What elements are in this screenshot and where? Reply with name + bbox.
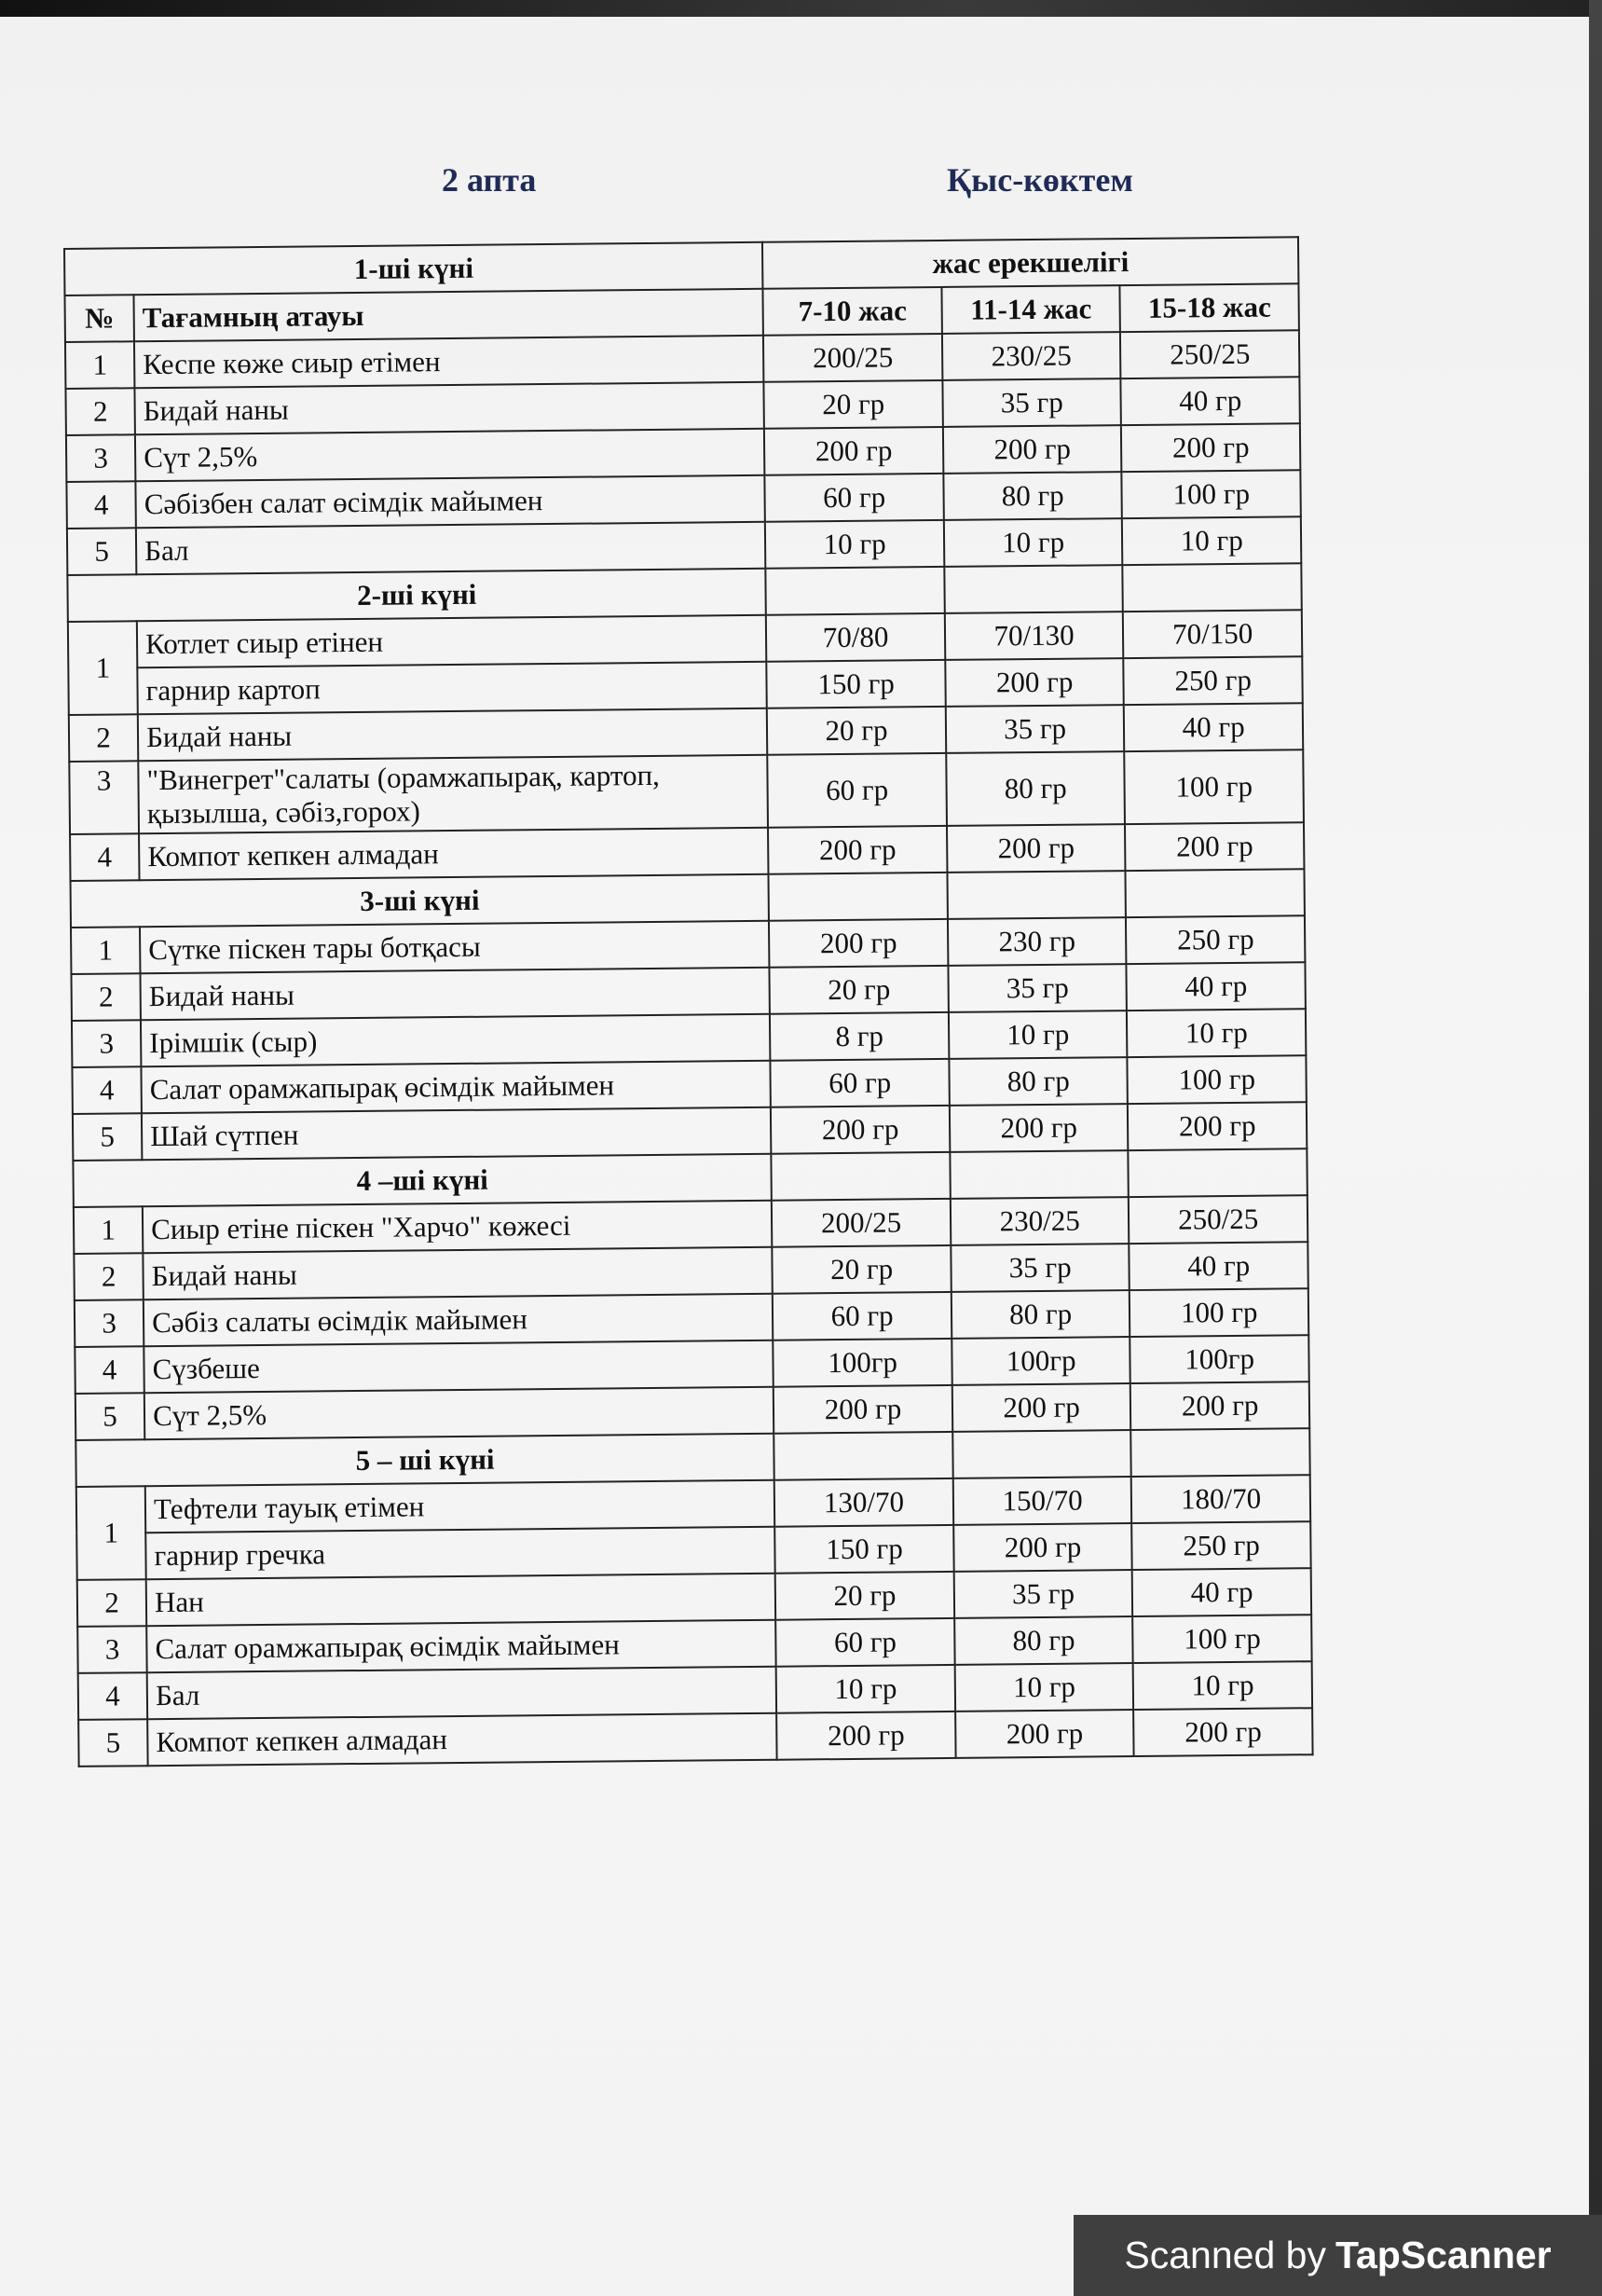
- dish-name: Бидай наны: [141, 968, 771, 1020]
- portion-value: 250 гр: [1132, 1521, 1311, 1570]
- empty-cell: [952, 1430, 1131, 1478]
- day-title: 5 – ші күні: [75, 1434, 774, 1487]
- portion-value: 10 гр: [1127, 1009, 1306, 1057]
- portion-value: 200 гр: [774, 1385, 952, 1434]
- portion-value: 150/70: [953, 1477, 1132, 1525]
- portion-value: 20 гр: [764, 380, 943, 429]
- empty-cell: [1129, 1148, 1308, 1197]
- portion-value: 35 гр: [946, 705, 1125, 753]
- dish-name: Кеспе көже сиыр етімен: [134, 336, 764, 388]
- portion-value: 200 гр: [943, 425, 1122, 474]
- portion-value: 10 гр: [944, 518, 1123, 567]
- row-number: 5: [78, 1719, 148, 1767]
- age-column-header: 7-10 жас: [763, 287, 942, 336]
- portion-value: 10 гр: [1122, 516, 1301, 565]
- dish-name: Сүт 2,5%: [135, 429, 765, 481]
- age-column-header: 15-18 жас: [1120, 283, 1299, 332]
- row-number: 5: [73, 1113, 143, 1161]
- day-title: 2-ші күні: [67, 569, 766, 622]
- dish-name: Бидай наны: [135, 382, 765, 434]
- portion-value: 200 гр: [776, 1712, 955, 1760]
- scanner-brand: TapScanner: [1335, 2234, 1552, 2276]
- portion-value: 250 гр: [1124, 656, 1303, 705]
- background-edge-right: [1589, 0, 1602, 2296]
- portion-value: 150 гр: [774, 1525, 953, 1574]
- menu-table: [63, 236, 1314, 1767]
- portion-value: 80 гр: [949, 1057, 1128, 1106]
- portion-value: 100 гр: [1128, 1055, 1307, 1104]
- portion-value: 35 гр: [954, 1570, 1133, 1618]
- portion-value: 10 гр: [1133, 1661, 1312, 1710]
- portion-value: 230/25: [951, 1197, 1130, 1245]
- portion-value: 20 гр: [775, 1572, 954, 1620]
- portion-value: 180/70: [1131, 1475, 1310, 1523]
- portion-value: 250/25: [1120, 330, 1299, 378]
- portion-value: 40 гр: [1132, 1568, 1311, 1616]
- dish-name: Бал: [136, 522, 766, 574]
- row-number: 1: [68, 621, 138, 715]
- portion-value: 20 гр: [773, 1245, 952, 1294]
- empty-cell: [769, 873, 948, 921]
- portion-value: 200 гр: [771, 1106, 950, 1154]
- age-column-header: 11-14 жас: [941, 285, 1120, 334]
- background-edge-top: [0, 0, 1602, 17]
- portion-value: 200/25: [772, 1199, 951, 1247]
- portion-value: 60 гр: [768, 753, 947, 828]
- portion-value: 230/25: [942, 332, 1121, 380]
- row-number: 2: [77, 1579, 147, 1627]
- dish-name: Шай сүтпен: [142, 1107, 772, 1160]
- portion-value: 200/25: [763, 334, 942, 382]
- empty-cell: [766, 567, 945, 615]
- table-row: [69, 749, 1304, 834]
- portion-value: 80 гр: [952, 1290, 1130, 1339]
- portion-value: 100 гр: [1130, 1288, 1308, 1337]
- portion-value: 200 гр: [768, 826, 947, 874]
- portion-value: 80 гр: [943, 472, 1122, 520]
- season-title: Қыс-көктем: [947, 161, 1133, 199]
- portion-value: 40 гр: [1130, 1242, 1308, 1290]
- row-number: 3: [75, 1299, 144, 1347]
- dish-name: Сүт 2,5%: [144, 1387, 774, 1439]
- empty-cell: [772, 1152, 951, 1201]
- empty-cell: [950, 1150, 1129, 1199]
- row-number: 4: [66, 481, 136, 529]
- portion-value: 100гр: [774, 1339, 952, 1387]
- portion-value: 100 гр: [1125, 749, 1304, 824]
- dish-name: Компот кепкен алмадан: [139, 828, 769, 880]
- row-number: 5: [67, 528, 137, 575]
- empty-cell: [774, 1432, 953, 1480]
- portion-value: 70/130: [945, 612, 1124, 660]
- dish-name: Компот кепкен алмадан: [147, 1713, 777, 1766]
- row-number: 5: [75, 1393, 145, 1440]
- age-group-header: жас ерекшелігі: [762, 237, 1298, 289]
- scanned-by-text: Scanned by: [1124, 2234, 1326, 2276]
- portion-value: 10 гр: [765, 520, 944, 569]
- portion-value: 80 гр: [954, 1616, 1133, 1665]
- portion-value: 60 гр: [765, 474, 944, 522]
- portion-value: 80 гр: [946, 751, 1125, 826]
- dish-name: Бидай наны: [143, 1247, 773, 1299]
- dish-name: "Винегрет"салаты (орамжапырақ, картоп, қызылша, сәбіз,горох): [138, 755, 768, 833]
- portion-value: 200 гр: [1128, 1102, 1307, 1150]
- portion-value: 60 гр: [775, 1618, 954, 1667]
- number-column-header: №: [64, 295, 134, 342]
- dish-name: Котлет сиыр етінен: [137, 615, 767, 667]
- portion-value: 200 гр: [955, 1710, 1134, 1758]
- portion-value: 200 гр: [950, 1104, 1129, 1152]
- portion-value: 40 гр: [1124, 703, 1303, 751]
- row-number: 2: [74, 1253, 144, 1300]
- portion-value: 35 гр: [951, 1244, 1130, 1292]
- day-title: 1-ші күні: [64, 242, 763, 296]
- dish-name: Бал: [147, 1667, 777, 1719]
- row-number: 2: [69, 714, 139, 762]
- empty-cell: [1126, 869, 1305, 917]
- portion-value: 40 гр: [1121, 377, 1300, 425]
- row-number: 3: [77, 1626, 147, 1673]
- portion-value: 200 гр: [764, 427, 943, 475]
- portion-value: 230 гр: [948, 917, 1127, 966]
- dish-name: гарнир картоп: [137, 662, 767, 714]
- portion-value: 8 гр: [770, 1012, 949, 1061]
- portion-value: 200 гр: [1133, 1708, 1312, 1756]
- portion-value: 10 гр: [949, 1011, 1128, 1059]
- dish-name: Салат орамжапырақ өсімдік майымен: [142, 1061, 772, 1113]
- portion-value: 35 гр: [942, 378, 1121, 427]
- dish-name: гарнир гречка: [145, 1527, 775, 1579]
- dish-name: Нан: [146, 1574, 776, 1626]
- row-number: 1: [74, 1206, 144, 1254]
- portion-value: 150 гр: [767, 660, 946, 708]
- portion-value: 200 гр: [769, 919, 948, 968]
- row-number: 4: [75, 1346, 144, 1394]
- dish-name: Сүтке піскен тары ботқасы: [140, 921, 770, 973]
- portion-value: 70/80: [766, 613, 945, 662]
- portion-value: 10 гр: [954, 1663, 1133, 1712]
- day-title: 4 –ші күні: [73, 1154, 772, 1207]
- dish-name: Сүзбеше: [144, 1340, 774, 1393]
- dish-name: Сәбізбен салат өсімдік майымен: [135, 475, 765, 528]
- week-title: 2 апта: [442, 161, 537, 199]
- portion-value: 200 гр: [947, 824, 1126, 873]
- portion-value: 200 гр: [952, 1383, 1131, 1432]
- portion-value: 200 гр: [1121, 423, 1300, 472]
- portion-value: 250/25: [1129, 1195, 1308, 1244]
- scanner-watermark: [1074, 2215, 1602, 2296]
- dish-name: Бидай наны: [138, 708, 768, 761]
- portion-value: 100гр: [952, 1337, 1130, 1385]
- row-number: 2: [65, 388, 135, 435]
- portion-value: 20 гр: [767, 707, 946, 755]
- row-number: 3: [66, 434, 136, 482]
- row-number: 2: [71, 973, 141, 1021]
- portion-value: 60 гр: [773, 1292, 952, 1340]
- row-number: 1: [76, 1486, 146, 1580]
- portion-value: 35 гр: [948, 964, 1127, 1012]
- portion-value: 70/150: [1123, 610, 1302, 658]
- dish-name: Салат орамжапырақ өсімдік майымен: [146, 1620, 776, 1672]
- empty-cell: [944, 565, 1123, 613]
- portion-value: 200 гр: [1130, 1382, 1309, 1430]
- dish-name: Сиыр етіне піскен "Харчо" көжесі: [143, 1201, 773, 1253]
- dish-name: Тефтели тауық етімен: [145, 1480, 775, 1533]
- row-number: 4: [72, 1066, 142, 1114]
- empty-cell: [1123, 563, 1302, 612]
- portion-value: 40 гр: [1127, 962, 1306, 1011]
- portion-value: 200 гр: [945, 658, 1124, 707]
- portion-value: 200 гр: [953, 1523, 1132, 1572]
- empty-cell: [1131, 1428, 1310, 1477]
- row-number: 1: [65, 341, 135, 389]
- dish-name-column-header: Тағамның атауы: [134, 289, 764, 341]
- day-title: 3-ші күні: [71, 874, 770, 928]
- portion-value: 130/70: [774, 1478, 953, 1527]
- portion-value: 100гр: [1130, 1335, 1309, 1383]
- dish-name: Ірімшік (сыр): [141, 1014, 771, 1066]
- dish-name: Сәбіз салаты өсімдік майымен: [144, 1294, 774, 1346]
- portion-value: 10 гр: [776, 1665, 955, 1713]
- portion-value: 100 гр: [1133, 1615, 1312, 1663]
- portion-value: 200 гр: [1125, 822, 1304, 871]
- portion-value: 20 гр: [770, 966, 949, 1014]
- portion-value: 100 гр: [1122, 470, 1301, 518]
- row-number: 3: [69, 761, 139, 834]
- row-number: 1: [71, 927, 141, 974]
- row-number: 4: [70, 833, 140, 881]
- empty-cell: [947, 871, 1126, 919]
- row-number: 3: [72, 1020, 142, 1067]
- row-number: 4: [78, 1672, 148, 1720]
- portion-value: 60 гр: [771, 1059, 950, 1107]
- portion-value: 250 гр: [1126, 915, 1305, 964]
